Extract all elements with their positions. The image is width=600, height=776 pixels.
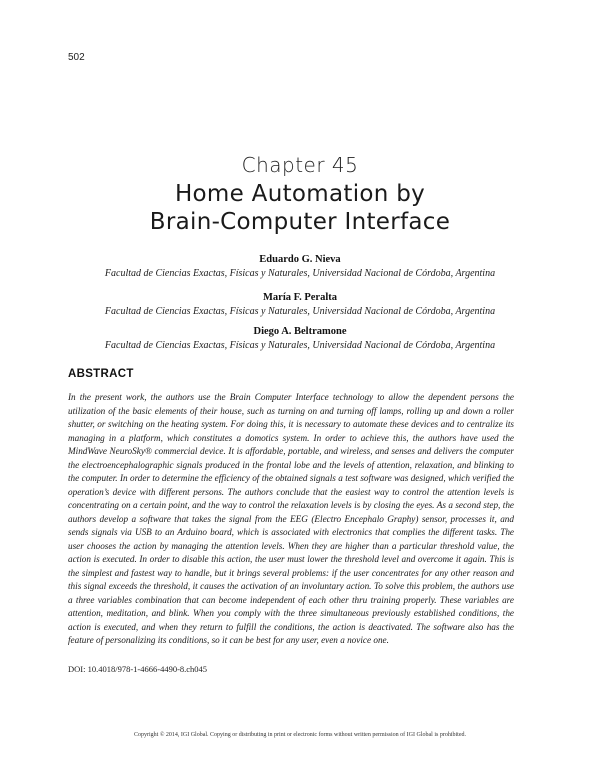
copyright-notice: Copyright © 2014, IGI Global. Copying or distributing in print or electronic forms without written permission of IGI Global is prohibited. (133, 732, 466, 738)
page-number: 502 (68, 52, 85, 63)
abstract-body: In the present work, the authors use the Brain Computer Interface technology to allow the dependent persons the utilization of the basic elements of their house, such as turning on and turning off lamps, rolling up and down a roller shutter, or switching on the heating system. For doing this, it is necessary to automate these devices and to centralize its managing in a platform, which constitutes a domotics system. In order to achieve this, the authors have used the MindWave NeuroSky® commercial device. It is affordable, portable, and wireless, and senses and delivers the computer the electroencephalographic signals produced in the frontal lobe and the levels of attention, relaxation, and blinking to the computer. In order to determine the efficiency of the obtained signals a test software was designed, which verified the operation’s device with different persons. The authors conclude that the easiest way to control the attention levels is concentrating on a certain point, and the way to control the relaxation levels is by closing the eyes. As a second step, the authors develop a software that takes the signal from the EEG (Electro Encephalo Graphy) sensor, processes it, and sends signals via USB to an Arduino board, which is associated with electronics that complies the different tasks. The user chooses the action by managing the attention levels. When they are higher than a particular threshold value, the action is executed. In order to disable this action, the user must lower the threshold level and overcome it again. This is the simplest and fastest way to handle, but it brings several problems: if the user concentrates for any other reason and this signal exceeds the threshold, it causes the activation of an involuntary action. To solve this problem, the authors use a three variables combination that can become independent of each other thru training properly. These variables are attention, meditation, and blink. When you comply with the three simultaneous previously established conditions, the action is executed, and when they return to fulfill the conditions, the action is deactivated. The software also has the feature of personalizing its conditions, so it can be best for any user, even a novice one. (68, 392, 514, 645)
author-affiliation-1: Facultad de Ciencias Exactas, Físicas y Naturales, Universidad Nacional de Córdoba, Argentina (104, 268, 496, 279)
abstract-heading: ABSTRACT (68, 368, 134, 380)
chapter-title-line-1: Home Automation by (174, 181, 426, 207)
author-name-3: Diego A. Beltramone (253, 326, 347, 337)
author-affiliation-2: Facultad de Ciencias Exactas, Físicas y Naturales, Universidad Nacional de Córdoba, Argentina (104, 306, 496, 317)
author-name-1: Eduardo G. Nieva (259, 254, 341, 265)
chapter-label: Chapter 45 (241, 153, 359, 177)
author-affiliation-3: Facultad de Ciencias Exactas, Físicas y Naturales, Universidad Nacional de Córdoba, Argentina (104, 340, 496, 351)
author-name-2: María F. Peralta (263, 292, 337, 303)
chapter-title-line-2: Brain-Computer Interface (149, 209, 451, 235)
chapter-title (0, 180, 600, 236)
doi: DOI: 10.4018/978-1-4666-4490-8.ch045 (68, 664, 208, 674)
